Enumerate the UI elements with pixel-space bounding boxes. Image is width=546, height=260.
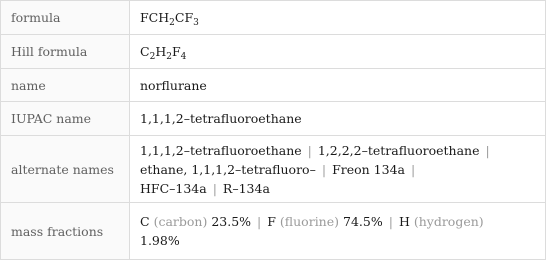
mass-percent: 74.5% [343,214,383,229]
separator: | [257,214,262,229]
mass-percent: 1.98% [140,233,180,248]
iupac-name-value: 1,1,1,2–tetrafluoroethane [130,102,546,136]
separator: | [388,214,393,229]
row-hill-formula [1,35,546,69]
hill-formula-label: Hill formula [1,35,130,69]
row-formula [1,1,546,35]
alternate-names-label: alternate names [1,136,130,203]
row-mass-fractions [1,203,546,260]
name-value: norflurane [130,69,546,102]
separator: | [410,161,416,177]
alternate-name: ethane, 1,1,1,2–tetrafluoro– [140,161,316,177]
element-symbol: F [267,214,276,229]
element-name: (carbon) [153,214,208,229]
alternate-name: 1,1,1,2–tetrafluoroethane [140,142,302,158]
element-name: (fluorine) [279,214,340,229]
row-name [1,69,546,102]
separator: | [321,161,327,177]
separator: | [307,142,312,158]
hill-formula-value: $C_2H_2F_4$ [130,35,546,69]
mass-percent: 23.5% [211,214,252,229]
mass-fractions-label: mass fractions [1,203,130,260]
separator: | [485,142,490,158]
alternate-name: 1,2,2,2–tetrafluoroethane [317,142,480,158]
mass-fractions-value [130,203,546,260]
row-alternate-names [1,136,546,203]
iupac-name-label: IUPAC name [1,102,130,136]
row-iupac-name [1,102,546,136]
element-symbol: C [140,214,150,229]
alternate-names-value [130,136,546,203]
alternate-name: HFC–134a [140,180,207,196]
separator: | [212,180,217,196]
formula-value: $FCH_2CF_3$ [130,1,546,35]
element-symbol: H [398,214,410,229]
alternate-name: R–134a [222,180,270,196]
formula-label: formula [1,1,130,35]
name-label: name [1,69,130,102]
element-name: (hydrogen) [413,214,484,229]
alternate-name: Freon 134a [332,161,405,177]
